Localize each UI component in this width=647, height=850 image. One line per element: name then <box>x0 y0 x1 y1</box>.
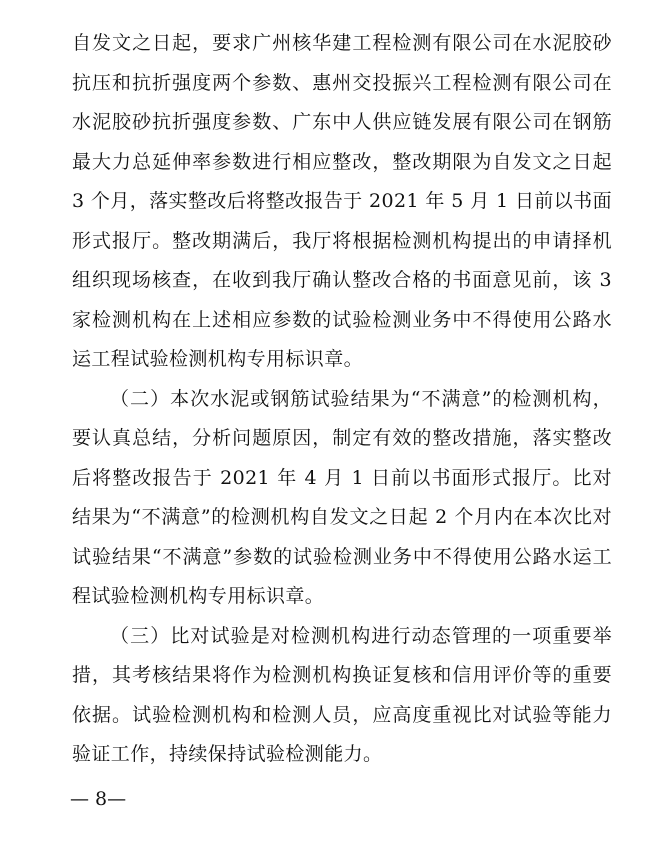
page-number: — 8— <box>70 788 127 810</box>
document-body <box>72 24 612 775</box>
paragraph-continued: 自发文之日起，要求广州核华建工程检测有限公司在水泥胶砂抗压和抗折强度两个参数、惠州交投振兴工程检测有限公司在水泥胶砂抗折强度参数、广东中人供应链发展有限公司在钢筋最大力总延伸率参数进行相应整改，整改期限为自发文之日起 3 个月，落实整改后将整改报告于 2021 年 5 月 1 日前以书面形式报厅。整改期满后，我厅将根据检测机构提出的申请择机组织现场核查，在收到我厅确认整改合格的书面意见前，该 3 家检测机构在上述相应参数的试验检测业务中不得使用公路水运工程试验检测机构专用标识章。 <box>72 32 612 370</box>
paragraph-item-three: （三）比对试验是对检测机构进行动态管理的一项重要举措，其考核结果将作为检测机构换证复核和信用评价等的重要依据。试验检测机构和检测人员，应高度重视比对试验等能力验证工作，持续保持试验检测能力。 <box>72 624 612 765</box>
paragraph-item-two: （二）本次水泥或钢筋试验结果为“不满意”的检测机构，要认真总结，分析问题原因，制定有效的整改措施，落实整改后将整改报告于 2021 年 4 月 1 日前以书面形式报厅。比对结果为“不满意”的检测机构自发文之日起 2 个月内在本次比对试验结果“不满意”参数的试验检测业务中不得使用公路水运工程试验检测机构专用标识章。 <box>72 387 612 607</box>
